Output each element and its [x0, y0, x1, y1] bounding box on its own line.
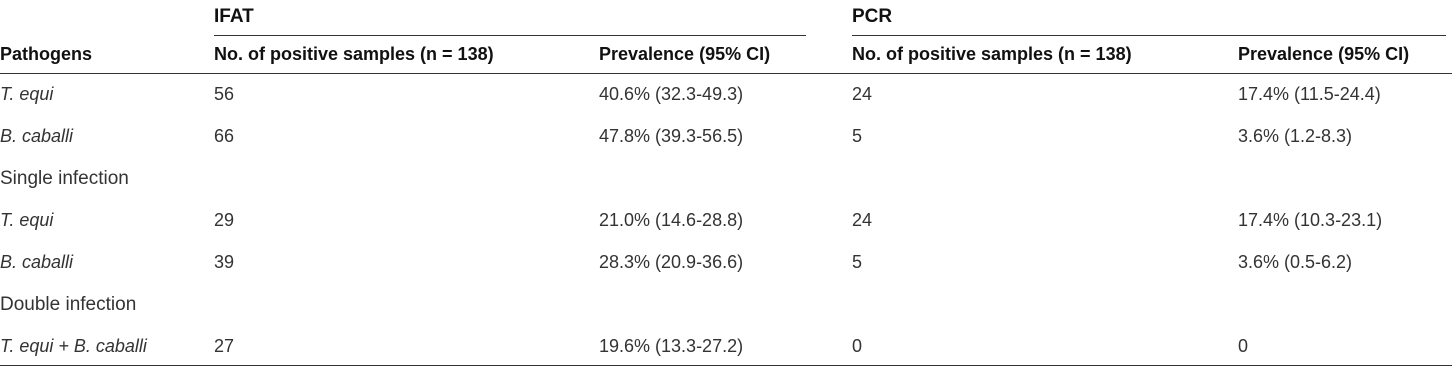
cell-pcr-positive: 0 — [852, 336, 863, 356]
cell-pcr-prevalence: 17.4% (11.5-24.4) — [1238, 84, 1381, 104]
cell-pathogen: T. equi — [0, 84, 54, 104]
cell-pcr-positive: 24 — [852, 84, 873, 104]
table-row — [0, 116, 1452, 158]
cell-ifat-prevalence: 28.3% (20.9-36.6) — [599, 252, 744, 272]
col-header-pcr-prevalence: Prevalence (95% CI) — [1238, 44, 1410, 64]
table-row — [0, 200, 1452, 242]
cell-ifat-positive: 66 — [214, 126, 235, 146]
cell-pcr-positive: 5 — [852, 126, 863, 146]
cell-pathogen: T. equi + B. caballi — [0, 336, 147, 356]
group-header-pcr: PCR — [852, 6, 893, 27]
cell-pcr-prevalence: 0 — [1238, 336, 1249, 356]
group-rule-ifat — [214, 35, 806, 36]
cell-ifat-prevalence: 40.6% (32.3-49.3) — [599, 84, 744, 104]
cell-pcr-prevalence: 17.4% (10.3-23.1) — [1238, 210, 1383, 230]
table-row — [0, 326, 1452, 368]
cell-pcr-prevalence: 3.6% (1.2-8.3) — [1238, 126, 1353, 146]
table-row — [0, 74, 1452, 116]
section-label: Double infection — [0, 294, 137, 315]
cell-ifat-prevalence: 19.6% (13.3-27.2) — [599, 336, 744, 356]
cell-pcr-positive: 5 — [852, 252, 863, 272]
col-header-pathogens: Pathogens — [0, 44, 93, 64]
group-header-ifat: IFAT — [214, 6, 254, 27]
section-row-double-infection — [0, 284, 1452, 326]
section-label: Single infection — [0, 168, 129, 189]
section-row-single-infection — [0, 158, 1452, 200]
table-row — [0, 242, 1452, 284]
cell-ifat-positive: 39 — [214, 252, 235, 272]
cell-pathogen: B. caballi — [0, 252, 74, 272]
col-header-ifat-positive: No. of positive samples (n = 138) — [214, 44, 494, 64]
cell-ifat-positive: 29 — [214, 210, 235, 230]
col-header-pcr-positive: No. of positive samples (n = 138) — [852, 44, 1132, 64]
cell-ifat-positive: 27 — [214, 336, 235, 356]
cell-pathogen: T. equi — [0, 210, 54, 230]
cell-ifat-prevalence: 47.8% (39.3-56.5) — [599, 126, 744, 146]
bottom-rule — [0, 365, 1452, 366]
cell-pathogen: B. caballi — [0, 126, 74, 146]
cell-pcr-prevalence: 3.6% (0.5-6.2) — [1238, 252, 1353, 272]
cell-ifat-prevalence: 21.0% (14.6-28.8) — [599, 210, 744, 230]
group-rule-pcr — [852, 35, 1446, 36]
cell-pcr-positive: 24 — [852, 210, 873, 230]
cell-ifat-positive: 56 — [214, 84, 235, 104]
col-header-ifat-prevalence: Prevalence (95% CI) — [599, 44, 771, 64]
